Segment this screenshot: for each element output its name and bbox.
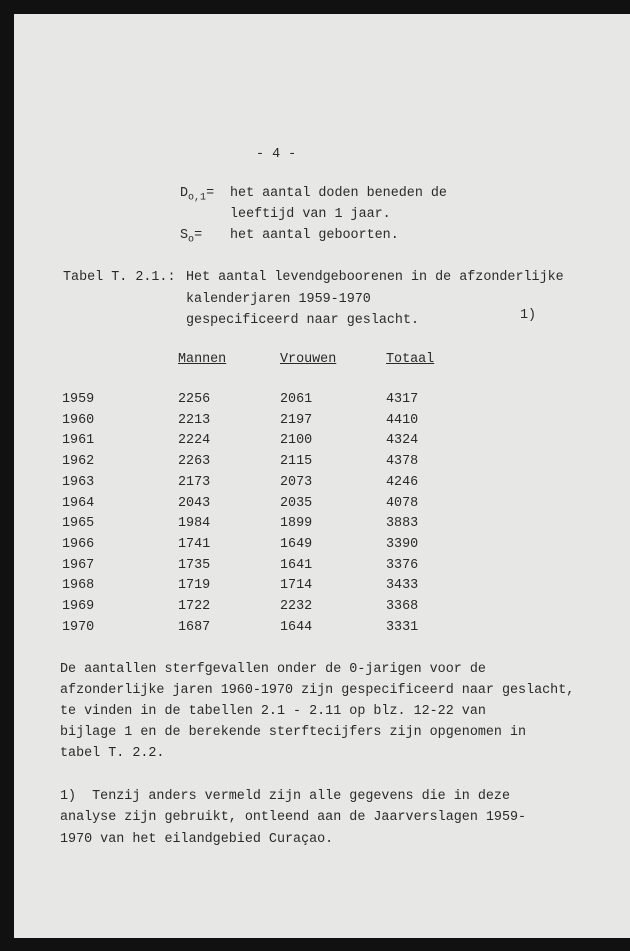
mannen-cell: 2256 [178, 392, 211, 407]
table-row [14, 620, 630, 640]
totaal-cell: 3390 [386, 536, 419, 552]
table-row [14, 599, 630, 619]
table-row [14, 578, 630, 598]
table-caption: Het aantal levendgeboorenen in de afzonderlijke [186, 270, 564, 285]
paragraph-line: bijlage 1 en de berekende sterftecijfers zijn opgenomen in [60, 725, 527, 740]
mannen-cell: 1687 [178, 619, 211, 635]
totaal-cell: 3368 [386, 599, 419, 614]
table-row [14, 433, 630, 453]
vrouwen-cell: 2073 [280, 474, 313, 490]
year-cell: 1967 [62, 557, 95, 573]
paragraph-line: tabel T. 2.2. [60, 746, 165, 761]
totaal-cell: 3376 [386, 557, 419, 573]
mannen-cell: 2224 [178, 433, 211, 449]
year-cell: 1968 [62, 578, 95, 594]
vrouwen-cell: 2232 [280, 599, 313, 614]
definition-symbol-s: $S_o=$ [180, 228, 203, 246]
footnote-line: 1) Tenzij anders vermeld zijn alle gegevens die in deze [60, 789, 510, 804]
year-cell: 1962 [62, 454, 95, 470]
mannen-cell: 1735 [178, 557, 211, 573]
mannen-cell: 1741 [178, 536, 211, 552]
table-row [14, 537, 630, 557]
totaal-cell: 3883 [386, 516, 419, 532]
totaal-cell: 3331 [386, 619, 419, 635]
year-cell: 1969 [62, 599, 95, 614]
table-row [14, 454, 630, 474]
totaal-cell: 4317 [386, 392, 419, 407]
totaal-cell: 4246 [386, 474, 419, 490]
footnote-ref: 1) [520, 308, 537, 323]
paragraph-line: afzonderlijke jaren 1960-1970 zijn gespecificeerd naar geslacht, [60, 683, 575, 698]
definition-symbol-d: $D_{o,1}=$ [180, 186, 215, 204]
table-row [14, 516, 630, 536]
table-row [14, 496, 630, 516]
definition-text: het aantal geboorten. [230, 228, 399, 243]
mannen-cell: 1984 [178, 516, 211, 532]
page-number: - 4 - [256, 147, 297, 162]
footnote-line: analyse zijn gebruikt, ontleend aan de Jaarverslagen 1959- [60, 810, 527, 825]
totaal-cell: 4324 [386, 433, 419, 449]
vrouwen-cell: 2061 [280, 392, 313, 407]
vrouwen-cell: 1644 [280, 619, 313, 635]
vrouwen-cell: 1899 [280, 516, 313, 532]
year-cell: 1965 [62, 516, 95, 532]
definition-text: het aantal doden beneden de [230, 186, 447, 201]
mannen-cell: 2043 [178, 495, 211, 511]
totaal-cell: 4378 [386, 454, 419, 470]
column-header-totaal: Totaal [386, 352, 435, 367]
totaal-cell: 4078 [386, 495, 419, 511]
table-row [14, 413, 630, 433]
year-cell: 1960 [62, 412, 95, 428]
totaal-cell: 3433 [386, 578, 419, 594]
table-row [14, 392, 630, 412]
totaal-cell: 4410 [386, 412, 419, 428]
year-cell: 1966 [62, 536, 95, 552]
footnote-line: 1970 van het eilandgebied Curaçao. [60, 832, 334, 847]
paragraph-line: te vinden in de tabellen 2.1 - 2.11 op blz. 12-22 van [60, 704, 486, 719]
vrouwen-cell: 2197 [280, 412, 313, 428]
year-cell: 1964 [62, 495, 95, 511]
year-cell: 1970 [62, 619, 95, 635]
year-cell: 1961 [62, 433, 95, 449]
vrouwen-cell: 1714 [280, 578, 313, 594]
definition-text: leeftijd van 1 jaar. [230, 207, 391, 222]
year-cell: 1959 [62, 392, 95, 407]
mannen-cell: 2173 [178, 474, 211, 490]
vrouwen-cell: 1649 [280, 536, 313, 552]
mannen-cell: 2263 [178, 454, 211, 470]
column-header-vrouwen: Vrouwen [280, 352, 337, 367]
paragraph-line: De aantallen sterfgevallen onder de 0-jarigen voor de [60, 662, 486, 677]
vrouwen-cell: 1641 [280, 557, 313, 573]
vrouwen-cell: 2035 [280, 495, 313, 511]
table-caption: kalenderjaren 1959-1970 [186, 292, 371, 307]
mannen-cell: 1722 [178, 599, 211, 614]
table-row [14, 475, 630, 495]
table-row [14, 558, 630, 578]
document-page [14, 14, 630, 938]
table-caption-label: Tabel T. 2.1.: [63, 270, 176, 285]
vrouwen-cell: 2115 [280, 454, 313, 470]
year-cell: 1963 [62, 474, 95, 490]
mannen-cell: 1719 [178, 578, 211, 594]
column-header-mannen: Mannen [178, 352, 227, 367]
mannen-cell: 2213 [178, 412, 211, 428]
table-caption: gespecificeerd naar geslacht. [186, 313, 420, 328]
vrouwen-cell: 2100 [280, 433, 313, 449]
